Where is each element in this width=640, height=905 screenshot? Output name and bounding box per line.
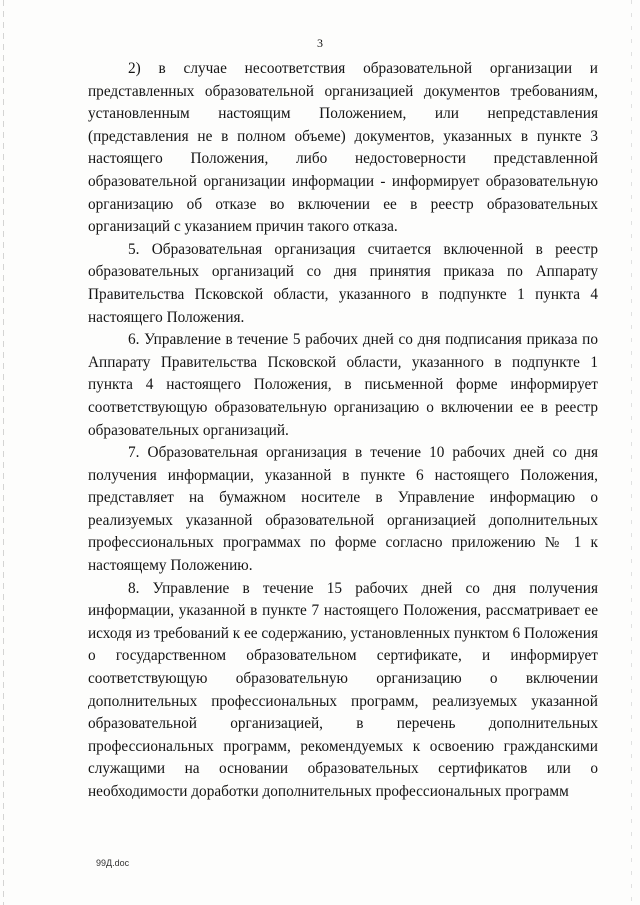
paragraph-7: 7. Образовательная организация в течение 10 рабочих дней со дня получения информации, указанной в пункте 6 настоящего Положения, представляет на бумажном носителе в Управление информацию о реализуемых указанной образовательной организацией дополнительных профессиональных программах по форме согласно приложению № 1 к настоящему Положению. — [88, 444, 598, 575]
paragraph-5: 5. Образовательная организация считается включенной в реестр образовательных организаций со дня принятия приказа по Аппарату Правительства Псковской области, указанного в подпункте 1 пункта 4 настоящего Положения. — [88, 240, 598, 326]
page-number: 3 — [317, 36, 323, 50]
scan-edge-left — [3, 0, 4, 905]
document-body — [88, 58, 598, 804]
paragraph-8: 8. Управление в течение 15 рабочих дней со дня получения информации, указанной в пункте 7 настоящего Положения, рассматривает ее исходя из требований к ее содержанию, установленных пунктом 6 Положения о государственном образовательном сертификате, и информирует соответствующую образовательную организацию о включении дополнительных профессиональных программ, реализуемых указанной образовательной организацией, в перечень дополнительных профессиональных программ, рекомендуемых к освоению гражданскими служащими на основании образовательных сертификатов или о необходимости доработки дополнительных профессиональных программ — [88, 579, 598, 800]
scan-edge-right — [631, 0, 632, 905]
paragraph-6: 6. Управление в течение 5 рабочих дней со дня подписания приказа по Аппарату Правительства Псковской области, указанного в подпункте 1 пункта 4 настоящего Положения, в письменной форме информирует соответствующую образовательную организацию о включении ее в реестр образовательных организаций. — [88, 331, 598, 439]
paragraph-sub-2: 2) в случае несоответствия образовательной организации и представленных образовательной организацией документов требованиям, установленным настоящим Положением, или непредставления (представления не в полном объеме) документов, указанных в пункте 3 настоящего Положения, либо недостоверности представленной образовательной организации информации - информирует образовательную организацию об отказе во включении ее в реестр образовательных организаций с указанием причин такого отказа. — [88, 60, 598, 236]
file-name-footer: 99Д.doc — [96, 858, 130, 868]
